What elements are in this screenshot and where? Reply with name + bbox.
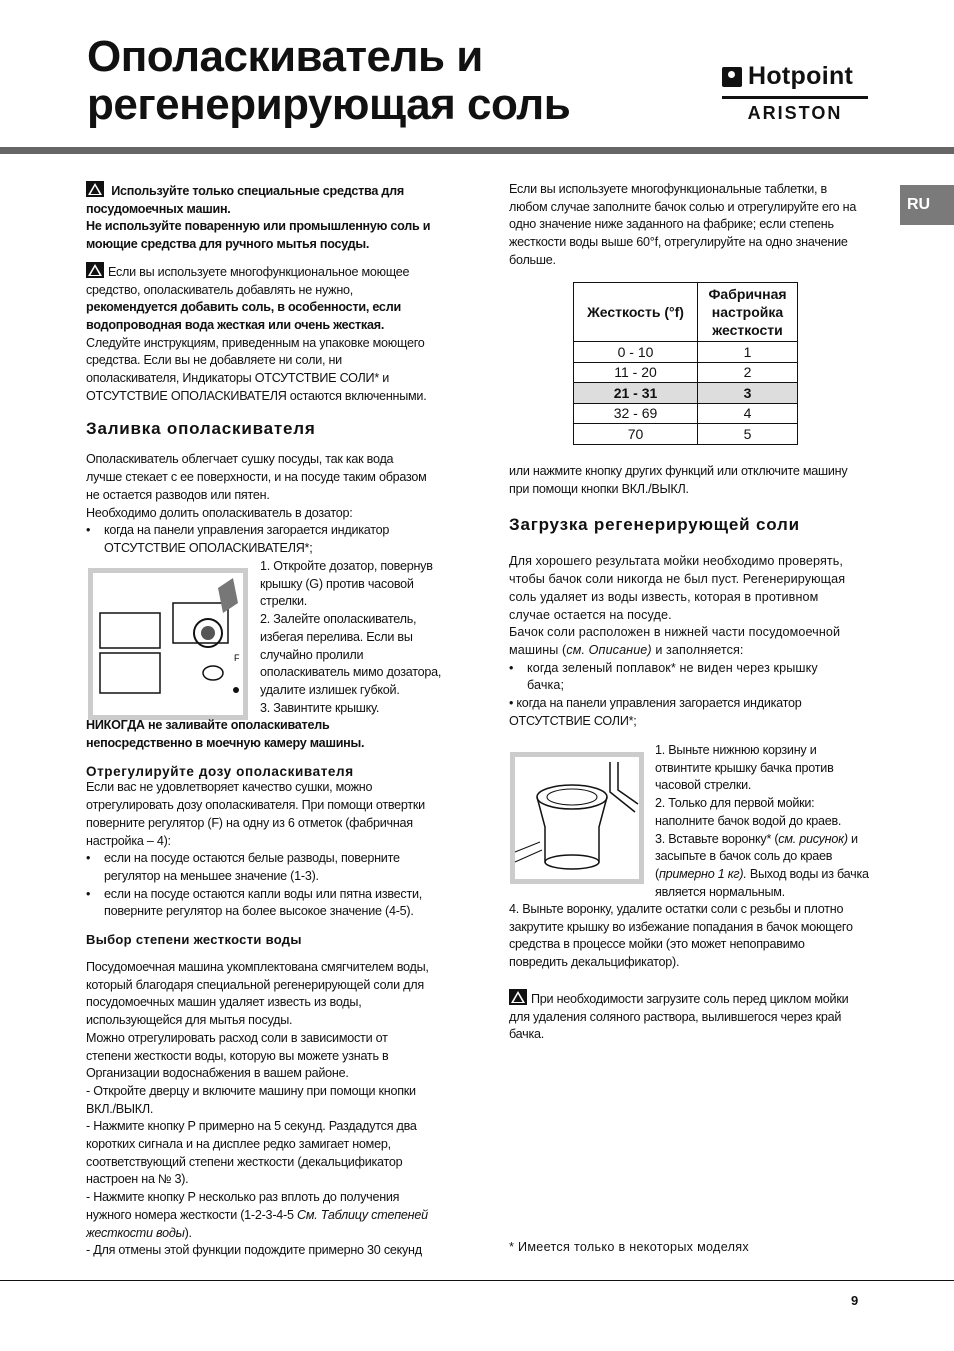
section-heading-salt: Загрузка регенерирующей соли: [509, 515, 800, 535]
dose-bullet: • если на посуде остаются капли воды или пятна извести, поверните регулятор на более высокое значение (4-5).: [86, 886, 422, 919]
salt-paragraph: Для хорошего результата мойки необходимо проверять, чтобы бачок соли никогда не был пуст. Регенерирующая соль удаляет из воды известь, которая в противном случае остается на посуде. Бачок соли расположен в нижней части посудомоечной машины (см. Описание) и заполняется:: [509, 554, 846, 657]
table-cell: 3: [698, 383, 798, 404]
salt-bullet: • когда зеленый поплавок* не виден через крышку бачка;: [509, 660, 818, 693]
table-cell: 5: [698, 424, 798, 445]
salt-step-4: 4. Выньте воронку, удалите остатки соли с резьбы и плотно закрутите крышку во избежание попадания в бачок моющего средства в процессе мойки (это может непоправимо повредить декальцификатор).: [509, 902, 853, 970]
table-header-hardness: Жесткость (°f): [574, 283, 698, 342]
dose-bullet: • если на посуде остаются белые разводы, поверните регулятор на меньшее значение (1-3).: [86, 851, 400, 883]
salt-funnel-illustration: [510, 752, 644, 884]
left-column: [86, 181, 466, 558]
table-row: [574, 424, 798, 445]
table-row: [574, 362, 798, 383]
rinse-steps: 1. Откройте дозатор, повернув крышку (G) против часовой стрелки. 2. Залейте ополаскиватель, избегая перелива. Если вы случайно пролили ополаскиватель мимо дозатора, удалите излишек губкой. 3. Завинтите крышку.: [260, 559, 442, 715]
table-row-highlighted: [574, 383, 798, 404]
right-column: [509, 463, 894, 730]
hardness-paragraph: Посудомоечная машина укомплектована смягчителем воды, который благодаря специальной регенерирующей соли для посудомоечных машин удаляет известь из воды, использующейся для мытья посуды. Можно отрегулировать расход соли в зависимости от степени жесткости воды, которую вы можете узнать в Организации водоснабжения в вашем районе. - Откройте дверцу и включите машину при помощи кнопки ВКЛ./ВЫКЛ. - Нажмите кнопку P примерно на 5 секунд. Раздадутся два коротких сигнала и на дисплее редко замигает номер, соответствующий степени жесткости (декальцификатор настроен на № 3). - Нажмите кнопку P несколько раз вплоть до получения нужного номера жесткости (1-2-3-4-5 См. Таблицу степеней жесткости воды). - Для отмены этой функции подождите примерно 30 секунд: [86, 960, 429, 1258]
logo-ariston: ARISTON: [747, 103, 843, 123]
page-number: 9: [851, 1293, 859, 1308]
table-cell: 21 - 31: [574, 383, 698, 404]
dose-paragraph: Если вас не удовлетворяет качество сушки, можно отрегулировать дозу ополаскивателя. При помощи отвертки поверните регулятор (F) на одну из 6 отметок (фабричная настройка – 4):: [86, 780, 425, 848]
logo-hotpoint: Hotpoint: [748, 62, 854, 90]
section-heading-rinse: Заливка ополаскивателя: [86, 419, 316, 439]
table-header-factory-setting: Фабричная настройка жесткости: [698, 283, 798, 342]
section-heading-dose: Отрегулируйте дозу ополаскивателя: [86, 764, 354, 780]
table-cell: 2: [698, 362, 798, 383]
table-cell: 32 - 69: [574, 403, 698, 424]
rinse-paragraph: Ополаскиватель облегчает сушку посуды, так как вода лучше стекает с ее поверхности, и на посуде таким образом не остается разводов или пятен. Необходимо долить ополаскиватель в дозатор:: [86, 452, 427, 520]
table-cell: 1: [698, 342, 798, 363]
brand-logo: [722, 62, 868, 124]
dispenser-drawing: [88, 568, 248, 720]
hardness-table: [573, 282, 798, 445]
language-tab[interactable]: RU: [900, 185, 954, 225]
table-cell: 0 - 10: [574, 342, 698, 363]
header-divider: [0, 147, 954, 154]
table-cell: 4: [698, 403, 798, 424]
table-cell: 70: [574, 424, 698, 445]
warning-multifunction: Если вы используете многофункциональное моющее средство, ополаскиватель добавлять не нужно, рекомендуется добавить соль, в особенности, если водопроводная вода жесткая или очень жесткая. Следуйте инструкциям, приведенным на упаковке моющего средства. Если вы не добавляете ни соли, ни ополаскивателя, Индикаторы ОТСУТСТВИЕ СОЛИ* и ОТСУТСТВИЕ ОПОЛАСКИВАТЕЛЯ остаются включенными.: [86, 262, 466, 406]
rinse-bullet: • когда на панели управления загорается индикатор ОТСУТСТВИЕ ОПОЛАСКИВАТЕЛЯ*;: [86, 523, 390, 555]
footer-divider: [0, 1280, 954, 1281]
rinse-dispenser-illustration: [88, 568, 248, 720]
warning-icon: [86, 181, 104, 197]
warning-detergent: Используйте только специальные средства для посудомоечных машин. Не используйте поваренную или промышленную соль и моющие средства для ручного мытья посуды.: [86, 181, 466, 254]
warning-salt: При необходимости загрузите соль перед циклом мойки для удаления соляного раствора, вылившегося через край бачка.: [509, 989, 894, 1044]
footnote: * Имеется только в некоторых моделях: [509, 1240, 749, 1254]
salt-steps: 1. Выньте нижнюю корзину и отвинтите крышку бачка против часовой стрелки. 2. Только для первой мойки: наполните бачок водой до краев. 3. Вставьте воронку* (см. рисунок) и засыпьте в бачок соль до краев (примерно 1 кг). Выход воды из бачка является нормальным.: [655, 743, 869, 899]
table-row: [574, 342, 798, 363]
section-heading-hardness: Выбор степени жесткости воды: [86, 932, 302, 948]
salt-indicator-paragraph: • когда на панели управления загорается индикатор ОТСУТСТВИЕ СОЛИ*;: [509, 696, 802, 728]
tablets-paragraph: Если вы используете многофункциональные таблетки, в любом случае заполните бачок солью и отрегулируйте его на одно значение ниже заданного на фабрике; если степень жесткости воды выше 60°f, отрегулируйте на одно значение больше.: [509, 182, 857, 267]
other-function-paragraph: или нажмите кнопку других функций или отключите машину при помощи кнопки ВКЛ./ВЫКЛ.: [509, 464, 848, 496]
left-column-lower: [86, 717, 466, 1260]
svg-text:F: F: [234, 653, 240, 663]
warning-icon: [86, 262, 104, 278]
table-row: [574, 403, 798, 424]
logo-mark-icon: [722, 67, 742, 87]
warning-icon: [509, 989, 527, 1005]
funnel-drawing: [510, 752, 644, 884]
table-cell: 11 - 20: [574, 362, 698, 383]
never-warning: НИКОГДА не заливайте ополаскиватель непосредственно в моечную камеру машины.: [86, 718, 365, 750]
table-header-row: [574, 283, 798, 342]
page-title: Ополаскиватель и регенерирующая соль: [87, 32, 571, 129]
